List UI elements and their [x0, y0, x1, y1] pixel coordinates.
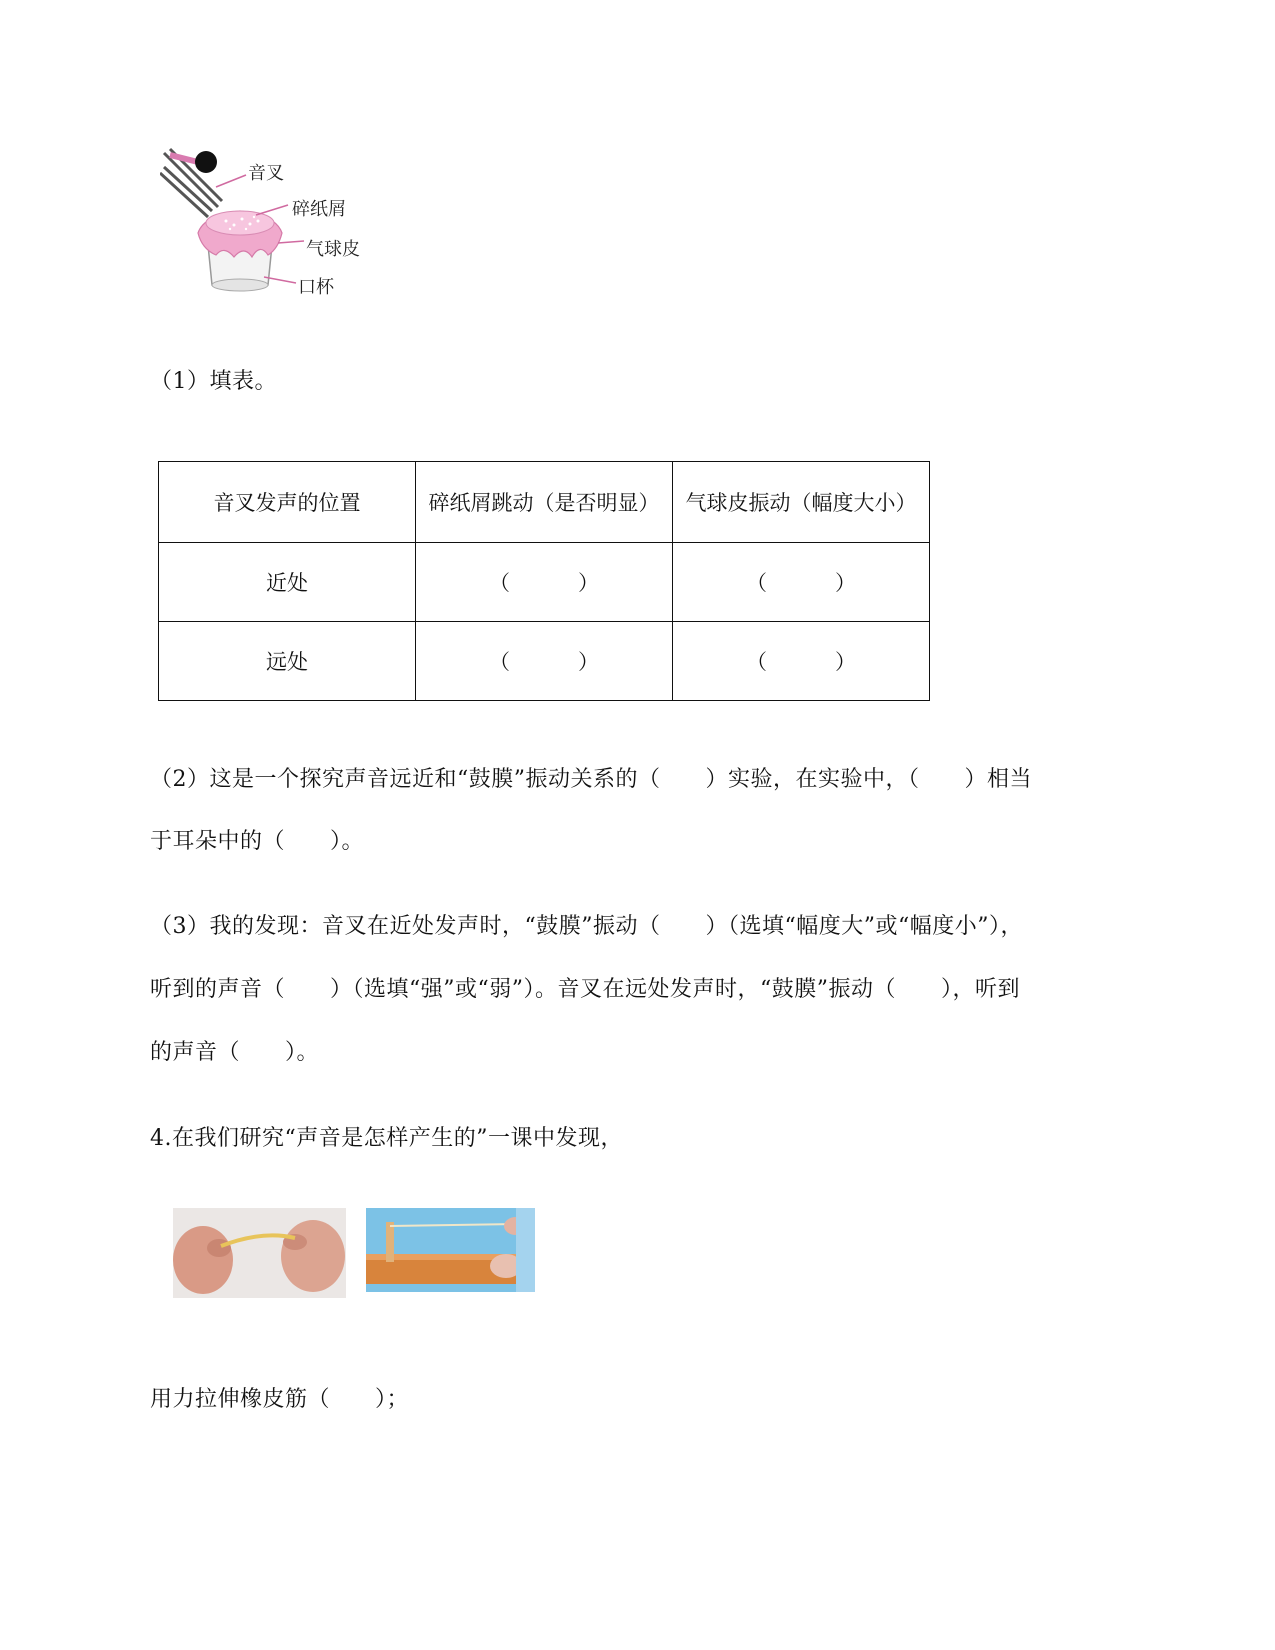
question-4-text: 4.在我们研究“声音是怎样产生的”一课中发现，	[150, 1126, 623, 1151]
question-3-line-1: （3）我的发现：音叉在近处发声时，“鼓膜”振动（ ）（选填“幅度大”或“幅度小”），	[150, 914, 1023, 939]
table-cell-blank[interactable]	[673, 622, 930, 701]
answer-blank[interactable]: （ ）	[489, 571, 599, 595]
table-cell-position: 远处	[159, 622, 416, 701]
question-3-line-2: 听到的声音（ ）（选填“强”或“弱”）。音叉在远处发声时，“鼓膜”振动（ ），听到	[150, 977, 1020, 1002]
string-instrument-photo	[366, 1208, 535, 1292]
question-4-answer-line: 用力拉伸橡皮筋（ ）；	[150, 1387, 410, 1412]
table-header-cell: 气球皮振动（幅度大小）	[673, 462, 930, 543]
table-header-cell: 音叉发声的位置	[159, 462, 416, 543]
label-cup: 口杯	[298, 277, 334, 298]
question-2-line-1: （2）这是一个探究声音远近和“鼓膜”振动关系的（ ）实验，在实验中，（ ）相当	[150, 767, 1032, 792]
table-row	[159, 622, 930, 701]
answer-blank[interactable]: （ ）	[746, 650, 856, 674]
rubber-band-photo	[173, 1208, 346, 1298]
table-cell-blank[interactable]	[416, 622, 673, 701]
label-tuning-fork: 音叉	[248, 163, 284, 184]
answer-blank[interactable]: （ ）	[489, 650, 599, 674]
table-row	[159, 543, 930, 622]
table-cell-position: 近处	[159, 543, 416, 622]
question-1-text: （1）填表。	[150, 369, 277, 394]
label-balloon-skin: 气球皮	[306, 239, 360, 260]
question-3-line-3: 的声音（ ）。	[150, 1040, 320, 1065]
table-cell-blank[interactable]	[673, 543, 930, 622]
table-header-cell: 碎纸屑跳动（是否明显）	[416, 462, 673, 543]
question-2-line-2: 于耳朵中的（ ）。	[150, 829, 365, 854]
label-paper-bits: 碎纸屑	[292, 199, 346, 220]
fill-in-table	[158, 461, 930, 701]
table-cell-blank[interactable]	[416, 543, 673, 622]
table-header-row	[159, 462, 930, 543]
answer-blank[interactable]: （ ）	[746, 571, 856, 595]
tuning-fork-figure	[160, 145, 390, 305]
